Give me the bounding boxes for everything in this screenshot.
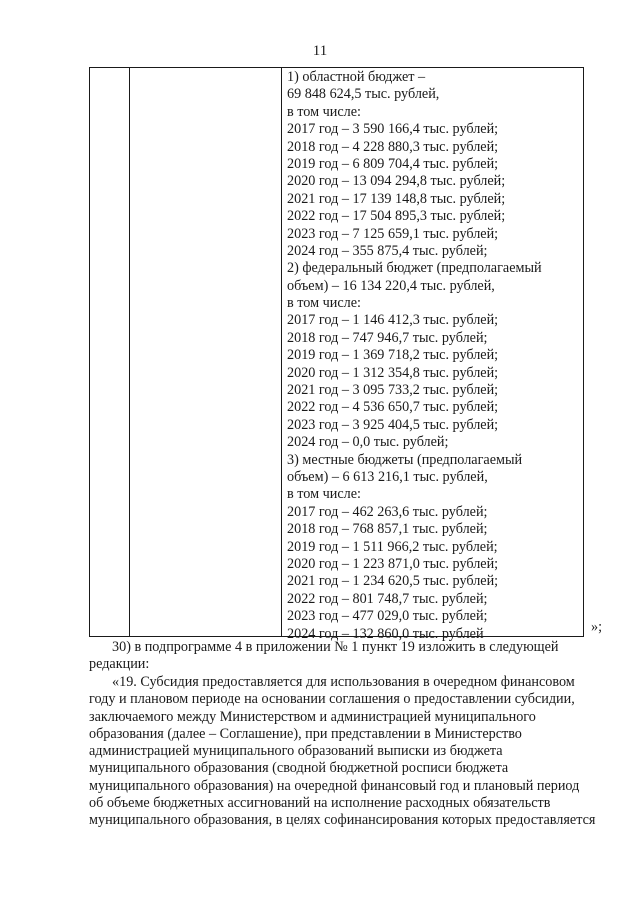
cell-line: 2021 год – 3 095 733,2 тыс. рублей; — [287, 382, 499, 399]
paragraph-line: редакции: — [89, 656, 150, 673]
cell-line: 2022 год – 801 748,7 тыс. рублей; — [287, 590, 488, 607]
cell-line: 2019 год – 6 809 704,4 тыс. рублей; — [287, 155, 499, 172]
cell-line: 2024 год – 0,0 тыс. рублей; — [287, 434, 449, 451]
cell-line: 2020 год – 1 312 354,8 тыс. рублей; — [287, 364, 499, 381]
cell-line: в том числе: — [287, 295, 361, 312]
closing-quote-mark: »; — [591, 619, 603, 635]
paragraph-line: «19. Субсидия предоставляется для использования в очередном финансовом — [112, 674, 575, 690]
paragraph-item-30 — [89, 639, 610, 674]
cell-line: 2017 год – 3 590 166,4 тыс. рублей; — [287, 121, 499, 138]
paragraph-line: муниципального образования, в целях софинансирования которых предоставляется — [89, 812, 596, 829]
page-number: 11 — [312, 43, 328, 59]
cell-line: 2019 год – 1 511 966,2 тыс. рублей; — [287, 538, 498, 555]
cell-line: объем) – 16 134 220,4 тыс. рублей, — [287, 277, 495, 294]
paragraph-line: образования (далее – Соглашение), при представлении в Министерство — [89, 725, 522, 742]
paragraph-line: году и плановом периоде на основании соглашения о предоставлении субсидии, — [89, 691, 575, 708]
cell-line: 2020 год – 1 223 871,0 тыс. рублей; — [287, 555, 499, 572]
cell-line: 2022 год – 17 504 895,3 тыс. рублей; — [287, 208, 506, 225]
funding-cell — [287, 69, 587, 643]
table-divider-1 — [129, 67, 130, 637]
cell-line: 2019 год – 1 369 718,2 тыс. рублей; — [287, 347, 499, 364]
cell-line: в том числе: — [287, 486, 361, 503]
cell-line: 2) федеральный бюджет (предполагаемый — [287, 260, 542, 277]
paragraph-line: администрацией муниципального образований выписки из бюджета — [89, 743, 503, 760]
paragraph-line: заключаемого между Министерством и администрацией муниципального — [89, 708, 536, 725]
cell-line: 2023 год – 7 125 659,1 тыс. рублей; — [287, 225, 499, 242]
cell-line: 69 848 624,5 тыс. рублей, — [287, 86, 440, 103]
cell-line: в том числе: — [287, 103, 361, 120]
cell-line: 2017 год – 1 146 412,3 тыс. рублей; — [287, 312, 499, 329]
cell-line: 2023 год – 477 029,0 тыс. рублей; — [287, 608, 488, 625]
cell-line: 2018 год – 4 228 880,3 тыс. рублей; — [287, 138, 499, 155]
cell-line: 3) местные бюджеты (предполагаемый — [287, 451, 523, 468]
cell-line: 2022 год – 4 536 650,7 тыс. рублей; — [287, 399, 499, 416]
paragraph-line: 30) в подпрограмме 4 в приложении № 1 пункт 19 изложить в следующей — [112, 639, 559, 655]
cell-line: 2024 год – 355 875,4 тыс. рублей; — [287, 242, 488, 259]
cell-line: 2018 год – 747 946,7 тыс. рублей; — [287, 329, 488, 346]
table-border-left — [89, 67, 90, 637]
cell-line: 2018 год – 768 857,1 тыс. рублей; — [287, 521, 488, 538]
cell-line: 2021 год – 17 139 148,8 тыс. рублей; — [287, 190, 506, 207]
budget-table — [89, 67, 611, 642]
paragraph-line: муниципального образования) на очередной финансовый год и плановый период — [89, 777, 580, 794]
paragraph-line: муниципального образования (сводной бюджетной росписи бюджета — [89, 760, 509, 777]
table-border-top — [89, 67, 584, 68]
cell-line: 2023 год – 3 925 404,5 тыс. рублей; — [287, 416, 499, 433]
table-divider-2 — [281, 67, 282, 637]
cell-line: 1) областной бюджет – — [287, 69, 426, 85]
paragraph-item-19 — [89, 674, 610, 830]
paragraph-line: об объеме бюджетных ассигнований на исполнение расходных обязательств — [89, 795, 551, 812]
cell-line: 2017 год – 462 263,6 тыс. рублей; — [287, 503, 488, 520]
cell-line: 2024 год – 132 860,0 тыс. рублей — [287, 625, 484, 642]
cell-line: 2021 год – 1 234 620,5 тыс. рублей; — [287, 573, 499, 590]
cell-line: объем) – 6 613 216,1 тыс. рублей, — [287, 468, 488, 485]
cell-line: 2020 год – 13 094 294,8 тыс. рублей; — [287, 173, 506, 190]
